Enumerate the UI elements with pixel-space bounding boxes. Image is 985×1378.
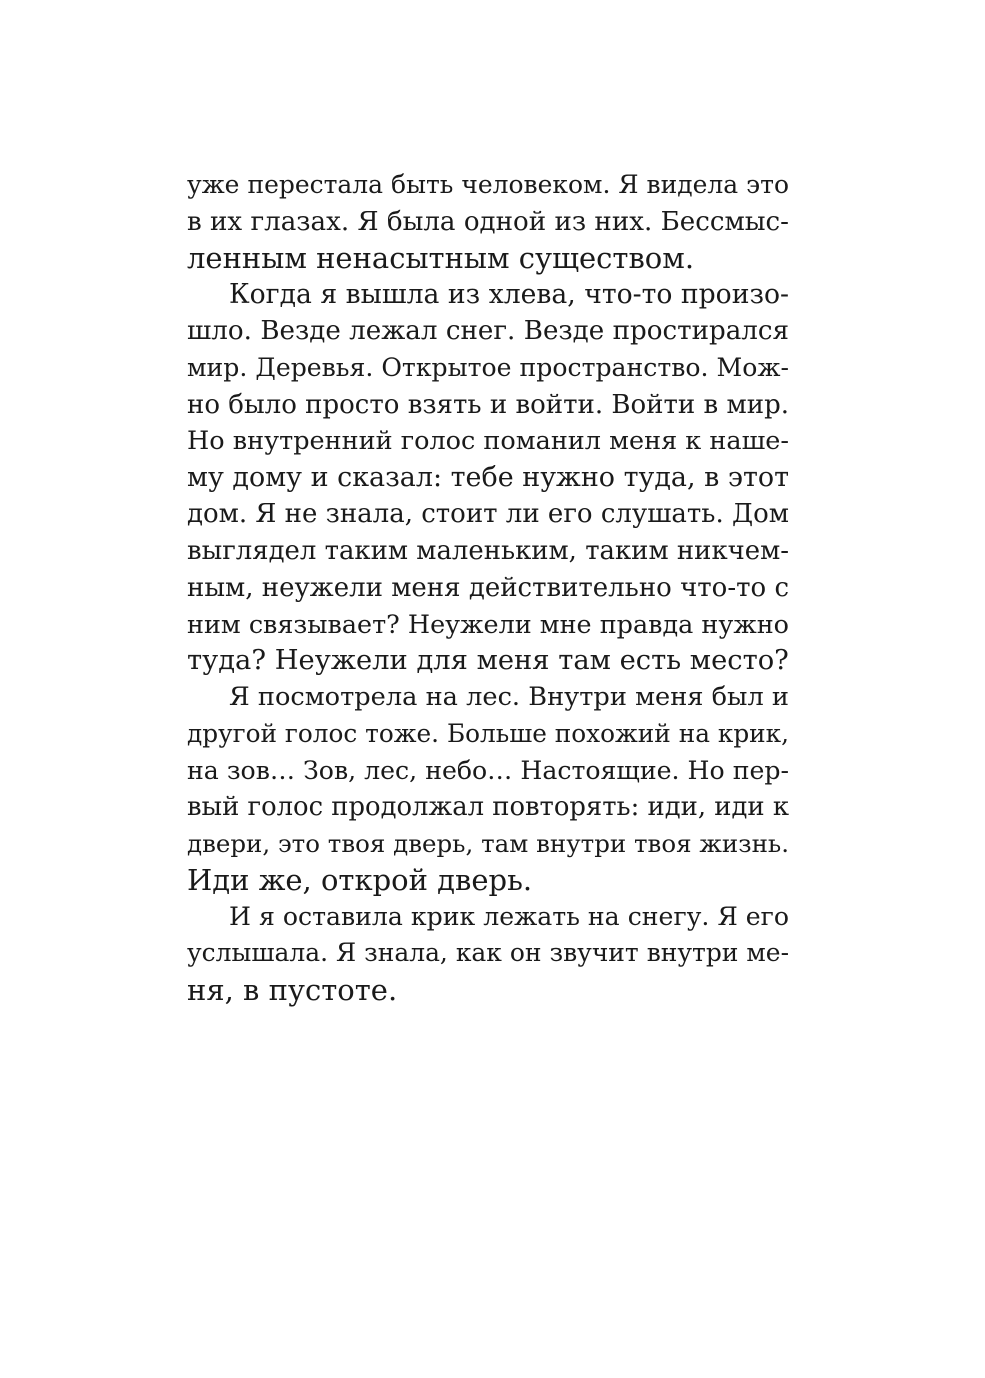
paragraph-2 [187, 277, 789, 680]
text-line: выглядел таким маленьким, таким никчем- [187, 535, 789, 566]
text-line: мир. Деревья. Открытое пространство. Мож- [187, 352, 789, 382]
text-line: услышала. Я знала, как он звучит внутри ме- [187, 938, 789, 968]
text-line: ним связывает? Неужели мне правда нужно [187, 609, 789, 640]
text-line: двери, это твоя дверь, там внутри твоя жизнь. [187, 828, 789, 858]
paragraph-4 [187, 899, 789, 1009]
text-line: Иди же, открой дверь. [187, 863, 533, 898]
text-line: ня, в пустоте. [187, 973, 398, 1008]
text-line: ным, неужели меня действительно что-то с [187, 572, 789, 603]
text-line: Но внутренний голос поманил меня к наше- [187, 426, 789, 457]
text-line: Когда я вышла из хлева, что-то произо- [229, 278, 789, 310]
text-line: шло. Везде лежал снег. Везде простирался [187, 316, 789, 347]
paragraph-3 [187, 679, 789, 899]
paragraph-1 [187, 167, 789, 277]
text-line: другой голос тоже. Больше похожий на крик, [187, 718, 789, 748]
text-line: уже перестала быть человеком. Я видела это [187, 170, 789, 199]
text-line: му дому и сказал: тебе нужно туда, в этот [187, 461, 789, 493]
text-line: на зов… Зов, лес, небо… Настоящие. Но пер- [187, 755, 789, 785]
text-line: Я посмотрела на лес. Внутри меня был и [229, 682, 789, 713]
text-line: И я оставила крик лежать на снегу. Я его [229, 901, 789, 931]
text-line: дом. Я не знала, стоит ли его слушать. Дом [187, 499, 789, 530]
text-line: туда? Неужели для меня там есть место? [187, 644, 789, 676]
text-line: но было просто взять и войти. Войти в мир. [187, 389, 789, 420]
text-line: в их глазах. Я была одной из них. Бессмыс- [187, 206, 789, 237]
text-line: вый голос продолжал повторять: иди, иди к [187, 792, 789, 823]
body-text [187, 167, 789, 1009]
text-line: ленным ненасытным существом. [187, 241, 695, 276]
